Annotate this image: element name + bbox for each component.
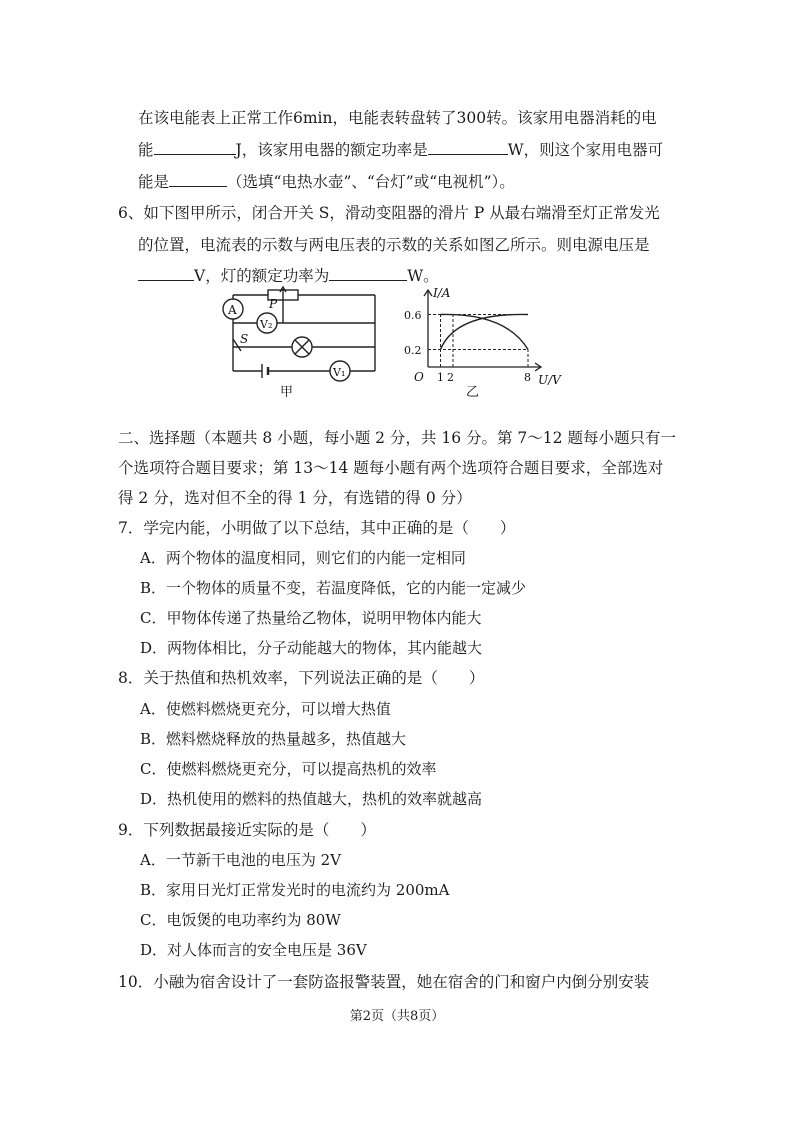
answer-blank[interactable] [329,266,407,281]
q6-line1: 6、如下图甲所示，闭合开关 S，滑动变阻器的滑片 P 从最右端滑至灯正常发光 [118,204,660,222]
ammeter-label: A [228,303,237,317]
x-tick-label: 1 [437,371,444,384]
section2-line2: 个选项符合题目要求；第 13～14 题每小题有两个选项符合题目要求，全部选对 [118,459,664,477]
q6-text: V，灯的额定功率为 [194,267,330,285]
q5-text: J，该家用电器的额定功率是 [235,141,428,159]
q8-option-d[interactable]: D．热机使用的燃料的热值越大，热机的效率就越高 [140,790,483,808]
section2-line3: 得 2 分，选对但不全的得 1 分，有选错的得 0 分） [118,489,472,507]
q8-stem: 8．关于热值和热机效率，下列说法正确的是（ ） [118,669,485,687]
x-tick-label: 8 [524,371,531,384]
answer-blank[interactable] [138,266,194,281]
q9-option-c[interactable]: C．电饭煲的电功率约为 80W [140,911,341,929]
section2-line1: 二、选择题（本题共 8 小题，每小题 2 分，共 16 分。第 7～12 题每小题只有一 [118,429,676,447]
q5-line1: 在该电能表上正常工作6min，电能表转盘转了300转。该家用电器消耗的电 [138,109,657,127]
voltmeter1-label: V₁ [333,366,346,379]
voltmeter2-label: V₂ [260,318,273,331]
x-tick-label: 2 [447,371,454,384]
answer-blank[interactable] [428,140,508,155]
q5-line2 [138,140,663,160]
q8-option-b[interactable]: B．燃料燃烧释放的热量越多，热值越大 [140,730,407,748]
q7-option-d[interactable]: D．两物体相比，分子动能越大的物体，其内能越大 [140,639,483,657]
q5-text: W，则这个家用电器可 [507,141,664,159]
switch-label: S [240,332,249,346]
q10-stem: 10．小融为宿舍设计了一套防盗报警装置，她在宿舍的门和窗户内倒分别安装 [118,973,650,991]
q9-stem: 9．下列数据最接近实际的是（ ） [118,821,376,839]
q9-option-d[interactable]: D．对人体而言的安全电压是 36V [140,941,367,959]
origin-label: O [414,370,424,384]
q9-option-a[interactable]: A．一节新干电池的电压为 2V [140,851,341,869]
figure [0,283,794,403]
iu-graph [424,290,541,371]
y-axis-label: I/A [433,286,451,300]
q7-option-b[interactable]: B．一个物体的质量不变，若温度降低，它的内能一定减少 [140,579,527,597]
answer-blank[interactable] [154,140,236,155]
q5-text: （选填“电热水壶”、“台灯”或“电视机”）。 [227,173,515,191]
q6-text: W。 [407,267,439,285]
q5-text: 能 [138,141,154,159]
q8-option-c[interactable]: C．使燃料燃烧更充分，可以提高热机的效率 [140,760,437,778]
y-tick-label: 0.6 [404,309,422,322]
y-tick-label: 0.2 [404,344,422,357]
q9-option-b[interactable]: B．家用日光灯正常发光时的电流约为 200mA [140,881,450,899]
q5-line3 [138,172,515,192]
series-line-rising [441,314,529,349]
q7-option-c[interactable]: C．甲物体传递了热量给乙物体，说明甲物体内能大 [140,609,482,627]
q6-line2: 的位置，电流表的示数与两电压表的示数的关系如图乙所示。则电源电压是 [138,236,650,254]
graph-plot [428,314,528,367]
q7-option-a[interactable]: A．两个物体的温度相同，则它们的内能一定相同 [140,549,466,567]
circuit-label: 甲 [280,385,294,400]
page-footer: 第2页（共8页） [349,1009,445,1024]
q7-stem: 7．学完内能，小明做了以下总结，其中正确的是（ ） [118,519,516,537]
q5-text: 能是 [138,173,170,191]
x-axis-label: U/V [538,373,561,387]
slider-label: P [269,297,278,311]
graph-label: 乙 [466,385,480,400]
q8-option-a[interactable]: A．使燃料燃烧更充分，可以增大热值 [140,700,391,718]
answer-blank[interactable] [169,172,227,187]
